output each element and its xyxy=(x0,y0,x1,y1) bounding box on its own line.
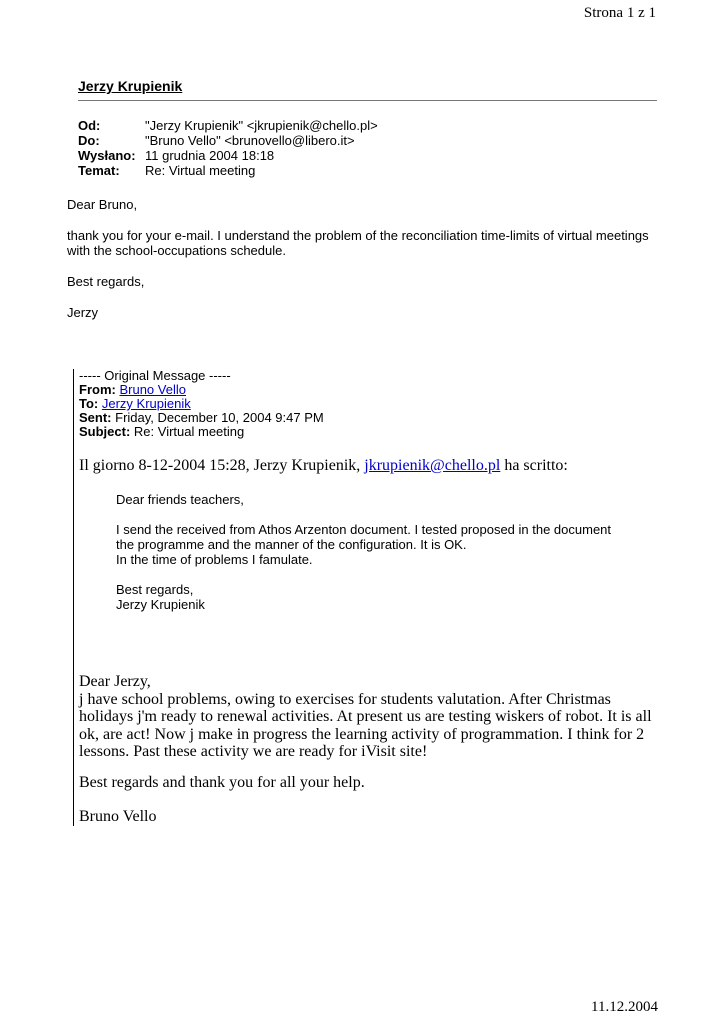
inner-quoted-message xyxy=(116,492,616,612)
quoted-intro-line xyxy=(79,456,657,475)
quoted-sent-row xyxy=(79,411,657,425)
body-closing: Best regards, xyxy=(67,274,145,289)
intro-text-post: ha scritto: xyxy=(500,457,568,474)
quoted-from-row xyxy=(79,383,657,397)
reply-paragraph-2: Best regards and thank you for all your help. xyxy=(79,773,365,791)
do-label: Do: xyxy=(78,133,100,148)
do-value: "Bruno Vello" <brunovello@libero.it> xyxy=(145,133,355,148)
inner-paragraph-2: In the time of problems I famulate. xyxy=(116,552,313,567)
sent-value: Friday, December 10, 2004 9:47 PM xyxy=(115,410,324,425)
email-header-table xyxy=(78,118,378,178)
header-row-wyslano xyxy=(78,148,378,163)
to-label: To: xyxy=(79,396,99,411)
inner-paragraph-1: I send the received from Athos Arzenton document. I tested proposed in the document the programme and the manner of the configuration. It is OK. xyxy=(116,522,612,552)
from-link[interactable]: Bruno Vello xyxy=(119,382,186,397)
od-value: "Jerzy Krupienik" <jkrupienik@chello.pl> xyxy=(145,118,378,133)
email-content xyxy=(67,78,657,826)
inner-signature: Jerzy Krupienik xyxy=(116,597,205,612)
page-number: Strona 1 z 1 xyxy=(583,5,656,21)
sent-label: Sent: xyxy=(79,410,112,425)
inner-greeting: Dear friends teachers, xyxy=(116,492,244,507)
quoted-to-row xyxy=(79,397,657,411)
wyslano-label: Wysłano: xyxy=(78,148,136,163)
body-greeting: Dear Bruno, xyxy=(67,197,138,212)
wyslano-value: 11 grudnia 2004 18:18 xyxy=(145,148,275,163)
subject-value: Re: Virtual meeting xyxy=(133,424,245,439)
quoted-subject-row xyxy=(79,425,657,439)
quoted-message xyxy=(73,369,657,826)
body-paragraph: thank you for your e-mail. I understand the problem of the reconciliation time-limits of virtual meetings with the school-occupations schedule. xyxy=(67,228,649,258)
od-label: Od: xyxy=(78,118,101,133)
temat-label: Temat: xyxy=(78,163,120,178)
inner-closing: Best regards, xyxy=(116,582,194,597)
reply-greeting: Dear Jerzy, xyxy=(79,673,151,690)
from-label: From: xyxy=(79,382,116,397)
email-body xyxy=(67,197,657,320)
temat-value: Re: Virtual meeting xyxy=(145,163,256,178)
reply-signature: Bruno Vello xyxy=(79,808,157,825)
bruno-reply xyxy=(79,673,667,826)
header-row-do xyxy=(78,133,378,148)
header-row-od xyxy=(78,118,378,133)
reply-paragraph-1: j have school problems, owing to exercises for students valutation. After Christmas holidays j'm ready to renewal activities. At present us are testing wiskers of robot. It is all ok, are act! Now j make in progress the learning activity of programmation. I think for 2 lessons. Past these activity we are ready for iVisit site! xyxy=(79,690,652,760)
header-row-temat xyxy=(78,163,378,178)
to-link[interactable]: Jerzy Krupienik xyxy=(101,396,191,411)
print-date: 11.12.2004 xyxy=(591,999,658,1015)
email-owner-title: Jerzy Krupienik xyxy=(78,78,183,94)
body-signature: Jerzy xyxy=(67,305,99,320)
subject-label: Subject: xyxy=(79,424,131,439)
original-message-separator: ----- Original Message ----- xyxy=(79,368,231,383)
title-block xyxy=(78,78,657,101)
intro-text-pre: Il giorno 8-12-2004 15:28, Jerzy Krupienik, xyxy=(79,457,365,474)
intro-email-link[interactable]: jkrupienik@chello.pl xyxy=(364,457,501,474)
